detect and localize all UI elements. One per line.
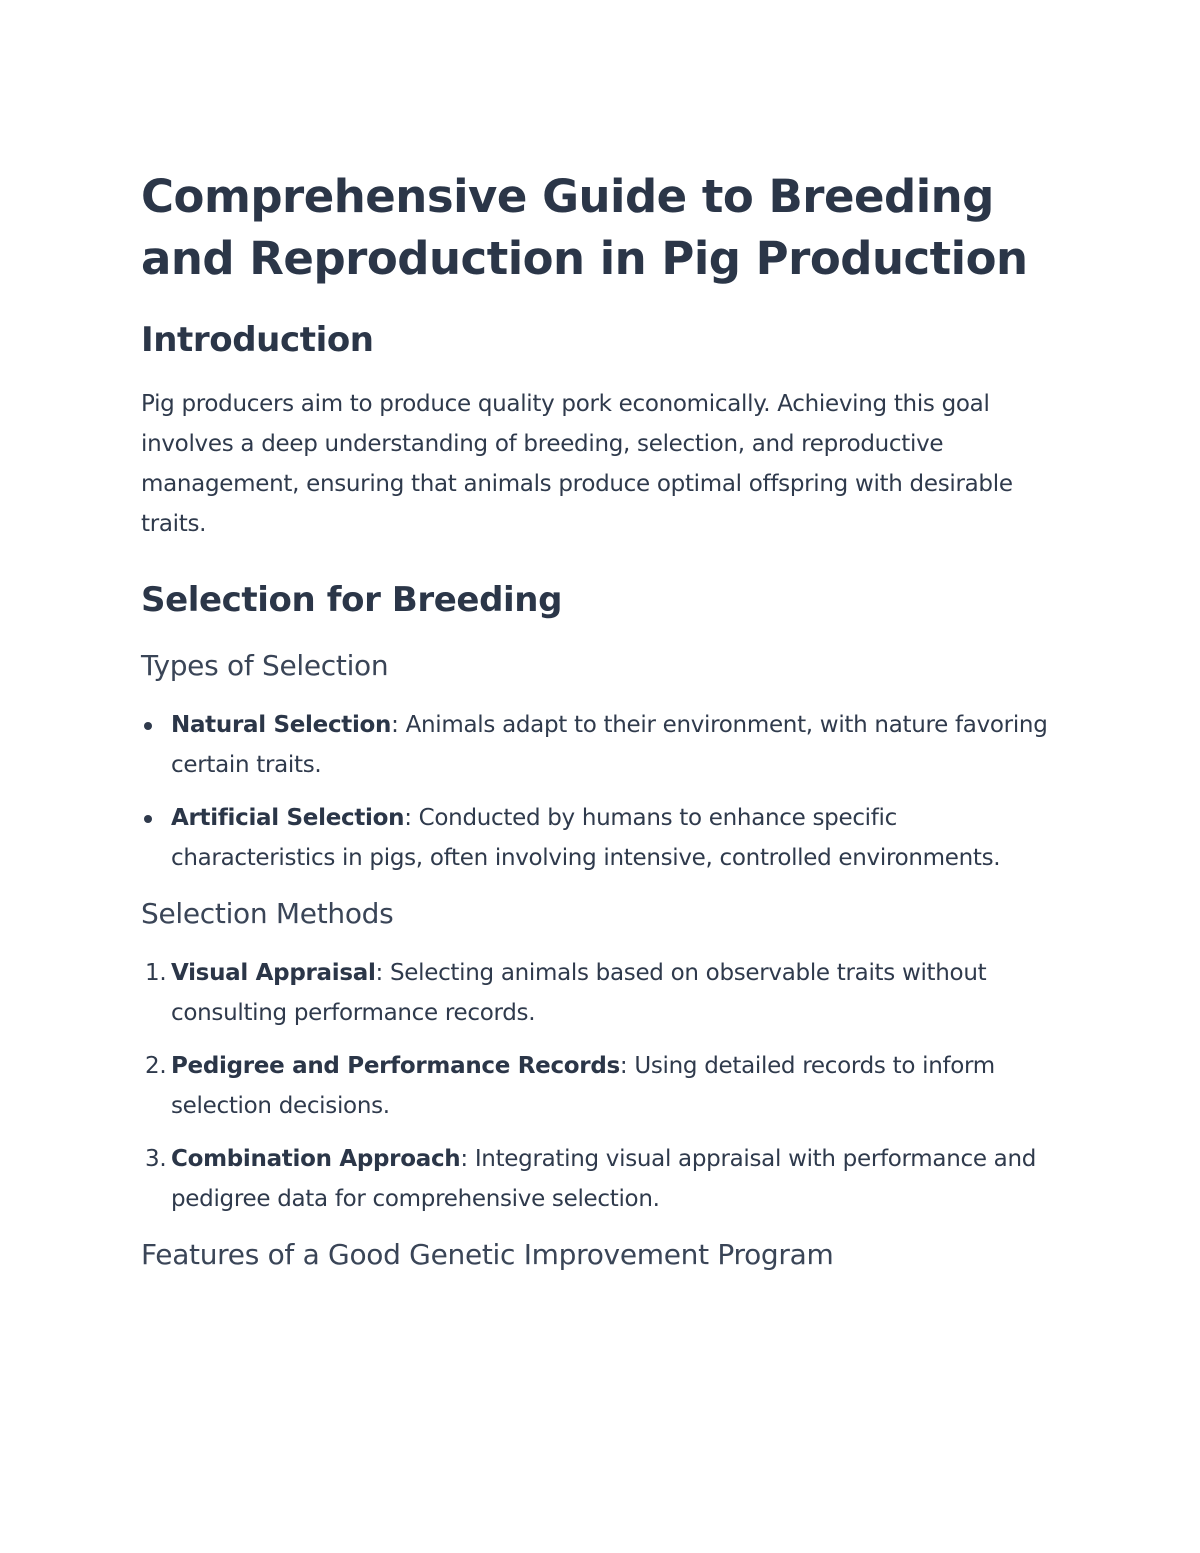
heading-selection-methods: Selection Methods	[141, 897, 394, 930]
types-of-selection-list	[141, 705, 1056, 878]
list-item	[141, 705, 1056, 785]
heading-introduction: Introduction	[141, 320, 374, 360]
selection-methods-list	[141, 953, 1056, 1219]
bullet-icon	[144, 722, 152, 730]
list-item	[141, 798, 1056, 878]
paragraph-introduction: Pig producers aim to produce quality pork economically. Achieving this goal involves a deep understanding of breeding, selection, and reproductive management, ensuring that animals produce optimal offspring with desirable traits.	[141, 391, 1013, 537]
list-item-text: : Conducted by humans to enhance specific characteristics in pigs, often involving intensive, controlled environments.	[171, 805, 1001, 871]
list-item-term: Pedigree and Performance Records	[171, 1053, 620, 1079]
page-title: Comprehensive Guide to Breeding and Reproduction in Pig Production	[141, 170, 1028, 285]
list-item-term: Visual Appraisal	[171, 960, 376, 986]
list-item-text: : Using detailed records to inform selection decisions.	[171, 1053, 995, 1119]
list-item-text: : Selecting animals based on observable traits without consulting performance records.	[171, 960, 987, 1026]
list-item-number: 2.	[145, 1053, 167, 1079]
heading-selection-for-breeding: Selection for Breeding	[141, 580, 563, 620]
list-item-term: Combination Approach	[171, 1146, 461, 1172]
list-item-text: : Integrating visual appraisal with performance and pedigree data for comprehensive selection.	[171, 1146, 1037, 1212]
list-item-number: 3.	[145, 1146, 167, 1172]
bullet-icon	[144, 815, 152, 823]
heading-types-of-selection: Types of Selection	[141, 649, 389, 682]
list-item	[141, 1139, 1056, 1219]
list-item-text: : Animals adapt to their environment, with nature favoring certain traits.	[171, 712, 1048, 778]
list-item-term: Artificial Selection	[171, 805, 405, 831]
heading-features-genetic-improvement: Features of a Good Genetic Improvement Program	[141, 1238, 834, 1271]
list-item-term: Natural Selection	[171, 712, 392, 738]
list-item	[141, 953, 1056, 1033]
list-item	[141, 1046, 1056, 1126]
list-item-number: 1.	[145, 960, 167, 986]
document-content	[141, 166, 1056, 1274]
